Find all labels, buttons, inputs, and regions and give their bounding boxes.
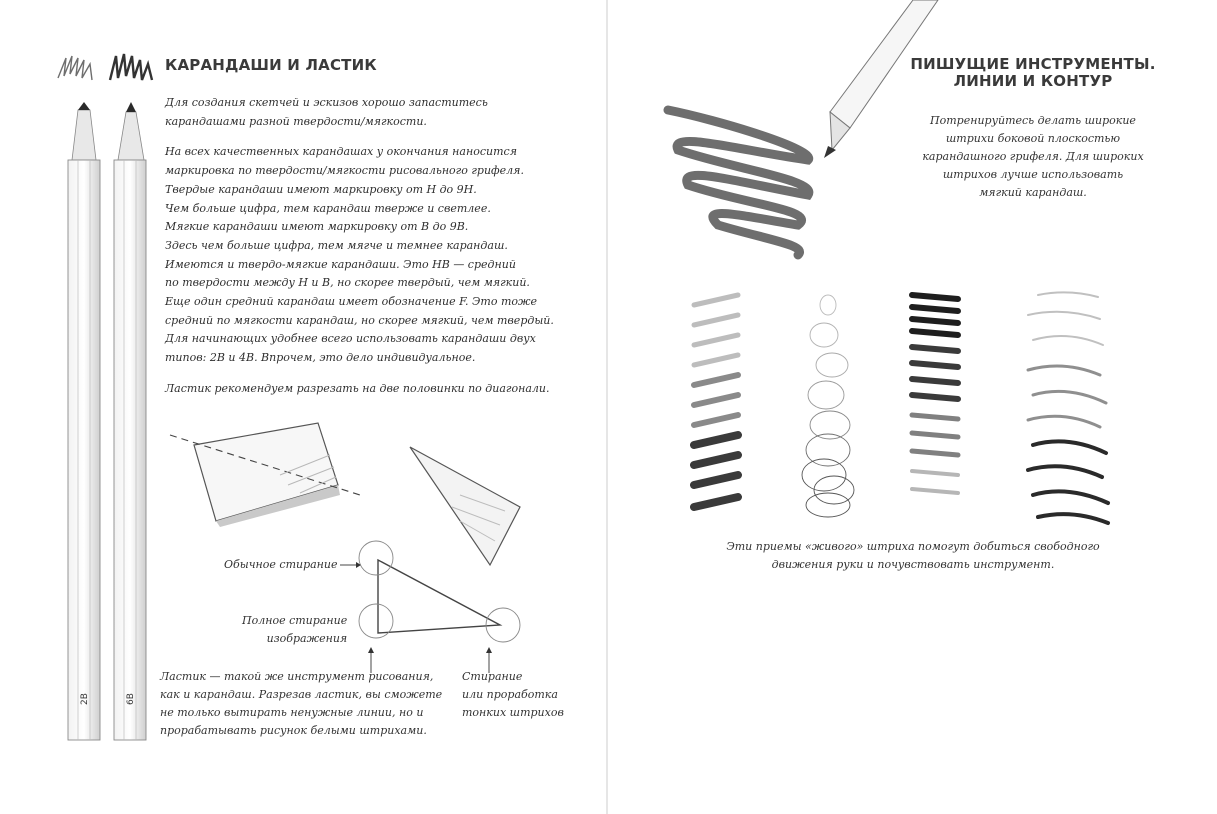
title-line-1: ПИШУЩИЕ ИНСТРУМЕНТЫ.: [910, 55, 1156, 73]
page-title: КАРАНДАШИ И ЛАСТИК: [165, 56, 377, 74]
page-title: [908, 56, 1158, 90]
pencil-label-2b: 2B: [80, 693, 90, 705]
intro-text: Потренируйтесь делать широкие штрихи боковой плоскостью карандашного грифеля. Для широких штрихов лучше использовать мягкий карандаш.: [922, 114, 1144, 199]
pencil-illustration: [60, 100, 160, 750]
right-page: [608, 0, 1217, 814]
body-text: [165, 94, 585, 411]
paragraph-marking: На всех качественных карандашах у окончания наносится маркировка по твердости/мягкости рисовального грифеля. Твердые карандаши имеют маркировку от Н до 9Н. Чем больше цифра, тем карандаш тверже и светлее. Мягкие карандаши имеют маркировку от В до 9В. Здесь чем больше цифра, тем мягче и темнее карандаш. Имеются и твердо-мягкие карандаши. Это НВ — средний по твердости между Н и В, но скорее твердый, чем мягкий. Еще один средний карандаш имеет обозначение F. Это тоже средний по мягкости карандаш, но скорее мягкий, чем твердый. Для начинающих удобнее всего использовать карандаши двух типов: 2В и 4В. Впрочем, это дело индивидуальное.: [165, 145, 554, 365]
label-normal-erase: Обычное стирание: [224, 558, 338, 571]
caption-eraser: Ластик — такой же инструмент рисования, как и карандаш. Разрезав ластик, вы сможете не только вытирать ненужные линии, но и прорабатывать рисунок белыми штрихами.: [160, 670, 443, 737]
paragraph-eraser: Ластик рекомендуем разрезать на две половинки по диагонали.: [165, 381, 550, 395]
title-line-2: ЛИНИИ И КОНТУР: [953, 72, 1113, 90]
paragraph-intro: Для создания скетчей и эскизов хорошо запаститесь карандашами разной твердости/мягкости.: [165, 96, 488, 128]
eraser-illustration: [160, 415, 540, 655]
pencil-label-6b: 6B: [126, 693, 136, 705]
scribble-icon: [56, 50, 156, 86]
caption-strokes: Эти приемы «живого» штриха помогут добиться свободного движения руки и почувствовать инструмент.: [726, 540, 1100, 571]
label-full-erase: Полное стирание изображения: [242, 614, 348, 645]
caption-fine-strokes: Стирание или проработка тонких штрихов: [462, 670, 564, 719]
stroke-sample: [688, 285, 1128, 530]
left-page: [0, 0, 606, 814]
